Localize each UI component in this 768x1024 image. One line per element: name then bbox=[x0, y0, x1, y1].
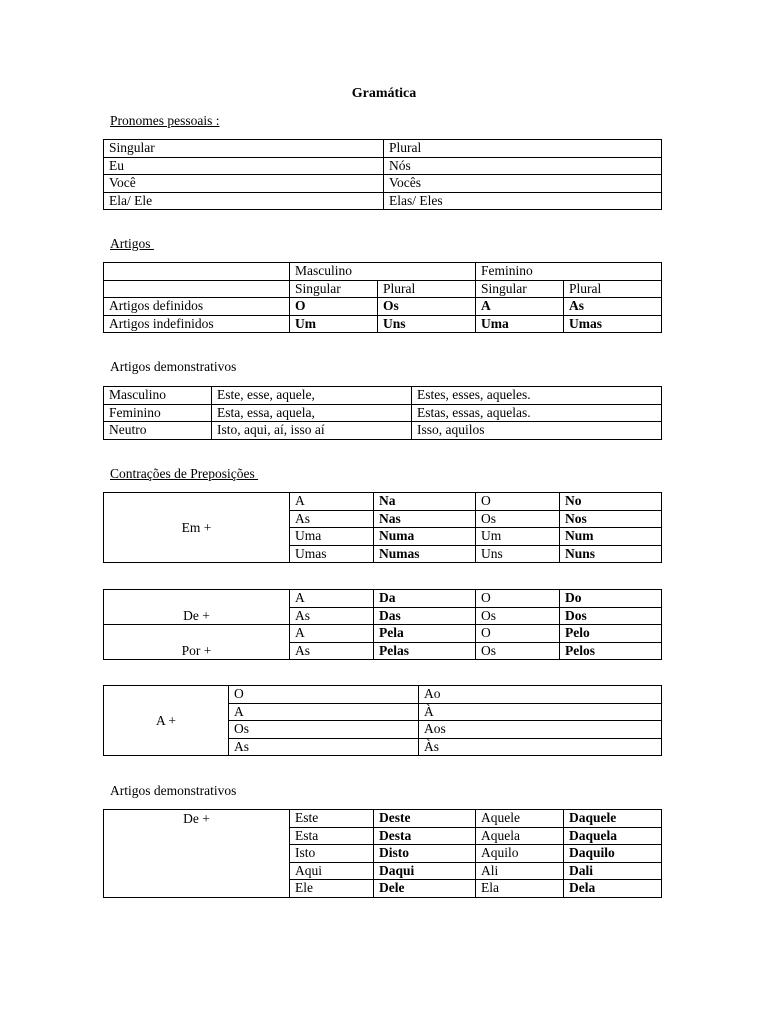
table-row bbox=[104, 280, 662, 298]
table-cell: Elas/ Eles bbox=[384, 192, 662, 210]
table-cell: A bbox=[229, 703, 419, 721]
table-cell: Daqui bbox=[374, 862, 476, 880]
table-cell: As bbox=[290, 642, 374, 660]
table-cell: Disto bbox=[374, 845, 476, 863]
row-label-a: A + bbox=[104, 686, 229, 756]
table-cell: A bbox=[476, 298, 564, 316]
table-cell: As bbox=[290, 607, 374, 625]
table-cell: O bbox=[229, 686, 419, 704]
header-feminino: Feminino bbox=[476, 263, 662, 281]
header-plural: Plural bbox=[378, 280, 476, 298]
table-row bbox=[104, 157, 662, 175]
table-cell: Uns bbox=[476, 545, 560, 563]
table-row bbox=[104, 493, 662, 511]
table-cell: Isso, aquilos bbox=[412, 422, 662, 440]
table-cell: Num bbox=[560, 528, 662, 546]
table-cell: Aquela bbox=[476, 827, 564, 845]
table-cell: Uma bbox=[290, 528, 374, 546]
table-cell: Pelas bbox=[374, 642, 476, 660]
header-masculino: Masculino bbox=[290, 263, 476, 281]
table-cell: Esta bbox=[290, 827, 374, 845]
table-cell: Esta, essa, aquela, bbox=[212, 404, 412, 422]
table-cell: O bbox=[290, 298, 378, 316]
table-cell: Às bbox=[419, 738, 662, 756]
demonstrativos-table bbox=[103, 386, 662, 440]
contracoes-a-table bbox=[103, 685, 662, 756]
table-cell: Eu bbox=[104, 157, 384, 175]
table-cell: Pelos bbox=[560, 642, 662, 660]
table-cell: Este, esse, aquele, bbox=[212, 387, 412, 405]
table-cell: As bbox=[229, 738, 419, 756]
table-row bbox=[104, 298, 662, 316]
table-cell: Deste bbox=[374, 810, 476, 828]
row-label: Artigos indefinidos bbox=[104, 315, 290, 333]
section-heading-contracoes: Contrações de Preposições bbox=[110, 466, 259, 481]
table-cell: Ao bbox=[419, 686, 662, 704]
table-cell: Isto, aqui, aí, isso aí bbox=[212, 422, 412, 440]
table-cell: Aqui bbox=[290, 862, 374, 880]
table-cell: O bbox=[476, 625, 560, 643]
table-cell: Ali bbox=[476, 862, 564, 880]
table-row bbox=[104, 140, 662, 158]
row-label: Masculino bbox=[104, 387, 212, 405]
header-singular: Singular bbox=[476, 280, 564, 298]
table-cell: Na bbox=[374, 493, 476, 511]
row-label-de: De + bbox=[104, 810, 290, 898]
table-cell: Este bbox=[290, 810, 374, 828]
table-cell: Das bbox=[374, 607, 476, 625]
contracoes-em-table bbox=[103, 492, 662, 563]
table-cell: A bbox=[290, 625, 374, 643]
table-cell: Umas bbox=[564, 315, 662, 333]
table-cell: Os bbox=[229, 721, 419, 739]
table-row bbox=[104, 387, 662, 405]
table-cell: Dela bbox=[564, 880, 662, 898]
table-cell: Nas bbox=[374, 510, 476, 528]
row-label: Neutro bbox=[104, 422, 212, 440]
table-row bbox=[104, 810, 662, 828]
table-cell: Nos bbox=[560, 510, 662, 528]
table-row bbox=[104, 192, 662, 210]
table-cell: Os bbox=[378, 298, 476, 316]
page-title: Gramática bbox=[351, 86, 417, 101]
table-cell: Uns bbox=[378, 315, 476, 333]
table-cell: Ela/ Ele bbox=[104, 192, 384, 210]
pronomes-table bbox=[103, 139, 662, 210]
table-cell: Você bbox=[104, 175, 384, 193]
row-label: Feminino bbox=[104, 404, 212, 422]
table-cell: Aquele bbox=[476, 810, 564, 828]
section-heading-demonstrativos: Artigos demonstrativos bbox=[110, 359, 237, 374]
section-heading-artigos: Artigos bbox=[110, 236, 154, 251]
table-row bbox=[104, 404, 662, 422]
table-row bbox=[104, 686, 662, 704]
table-cell: O bbox=[476, 493, 560, 511]
table-cell: Nós bbox=[384, 157, 662, 175]
table-row bbox=[104, 590, 662, 608]
table-cell: A bbox=[290, 590, 374, 608]
table-cell: Os bbox=[476, 510, 560, 528]
table-cell: Umas bbox=[290, 545, 374, 563]
table-row bbox=[104, 263, 662, 281]
table-cell: Numa bbox=[374, 528, 476, 546]
row-label-de: De + bbox=[104, 590, 290, 625]
table-cell: Numas bbox=[374, 545, 476, 563]
table-cell: Aos bbox=[419, 721, 662, 739]
table-cell: As bbox=[290, 510, 374, 528]
table-cell: Aquilo bbox=[476, 845, 564, 863]
table-cell: Pelo bbox=[560, 625, 662, 643]
table-cell: Dele bbox=[374, 880, 476, 898]
table-cell: No bbox=[560, 493, 662, 511]
table-row bbox=[104, 422, 662, 440]
table-cell: Estas, essas, aquelas. bbox=[412, 404, 662, 422]
table-cell: Estes, esses, aqueles. bbox=[412, 387, 662, 405]
table-cell: Ela bbox=[476, 880, 564, 898]
table-row bbox=[104, 315, 662, 333]
table-row bbox=[104, 175, 662, 193]
table-cell: Um bbox=[476, 528, 560, 546]
table-cell: À bbox=[419, 703, 662, 721]
contracoes-de-por-table bbox=[103, 589, 662, 660]
table-cell: Nuns bbox=[560, 545, 662, 563]
table-cell: Plural bbox=[384, 140, 662, 158]
table-cell: Uma bbox=[476, 315, 564, 333]
table-cell: Dali bbox=[564, 862, 662, 880]
table-cell: Daquela bbox=[564, 827, 662, 845]
table-cell: Vocês bbox=[384, 175, 662, 193]
row-label-em: Em + bbox=[104, 493, 290, 563]
table-cell: Os bbox=[476, 642, 560, 660]
table-cell: A bbox=[290, 493, 374, 511]
table-cell: Os bbox=[476, 607, 560, 625]
table-cell: Daquele bbox=[564, 810, 662, 828]
table-cell: Ele bbox=[290, 880, 374, 898]
table-cell: Isto bbox=[290, 845, 374, 863]
table-cell: O bbox=[476, 590, 560, 608]
header-singular: Singular bbox=[290, 280, 378, 298]
table-cell bbox=[104, 263, 290, 281]
table-cell bbox=[104, 280, 290, 298]
header-plural: Plural bbox=[564, 280, 662, 298]
section-heading-demonstrativos-2: Artigos demonstrativos bbox=[110, 783, 237, 798]
row-label-por: Por + bbox=[104, 625, 290, 660]
table-cell: Um bbox=[290, 315, 378, 333]
section-heading-pronomes: Pronomes pessoais : bbox=[110, 113, 220, 128]
table-cell: Desta bbox=[374, 827, 476, 845]
demonstrativos-contracoes-table bbox=[103, 809, 662, 898]
table-cell: Daquilo bbox=[564, 845, 662, 863]
table-cell: Da bbox=[374, 590, 476, 608]
table-cell: Do bbox=[560, 590, 662, 608]
table-cell: Singular bbox=[104, 140, 384, 158]
row-label: Artigos definidos bbox=[104, 298, 290, 316]
table-cell: Dos bbox=[560, 607, 662, 625]
table-row bbox=[104, 625, 662, 643]
artigos-table bbox=[103, 262, 662, 333]
table-cell: Pela bbox=[374, 625, 476, 643]
table-cell: As bbox=[564, 298, 662, 316]
